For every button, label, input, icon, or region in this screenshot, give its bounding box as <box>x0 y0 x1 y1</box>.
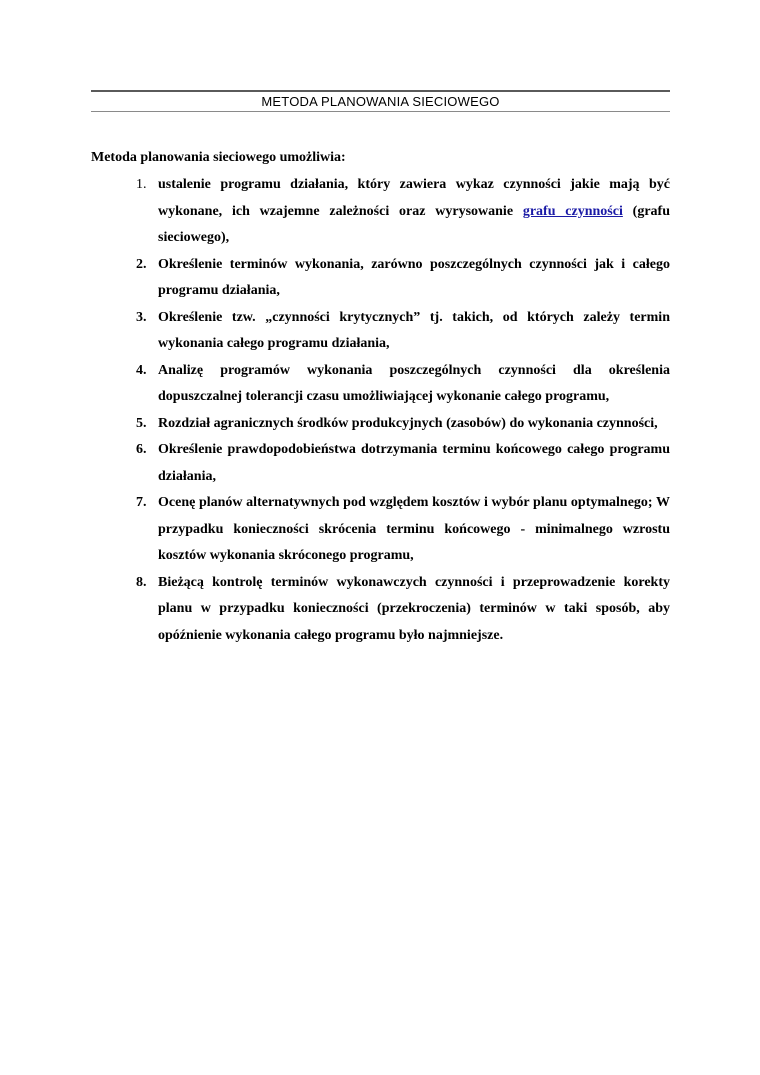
list-item-number: 6. <box>136 442 147 457</box>
list-item-text: Określenie terminów wykonania, zarówno poszczególnych czynności jak i całego programu działania, <box>158 256 670 298</box>
list-item-number: 3. <box>136 309 147 325</box>
list-item-text: Określenie tzw. „czynności krytycznych” tj. takich, od których zależy termin wykonania całego programu działania, <box>158 309 670 351</box>
page-header-title: METODA PLANOWANIA SIECIOWEGO <box>91 90 670 112</box>
list-item-text: Analizę programów wykonania poszczególnych czynności dla określenia dopuszczalnej tolerancji czasu umożliwiającej wykonanie całego programu, <box>158 362 670 404</box>
list-item <box>91 358 670 411</box>
intro-paragraph: Metoda planowania sieciowego umożliwia: <box>91 150 346 165</box>
list-item <box>91 305 670 358</box>
list-item <box>91 411 670 438</box>
list-item-text: Rozdział agranicznych środków produkcyjnych (zasobów) do wykonania czynności, <box>158 415 658 431</box>
grafu-czynnosci-link[interactable]: grafu czynności <box>522 203 623 219</box>
list-item-text: Bieżącą kontrolę terminów wykonawczych czynności i przeprowadzenie korekty planu w przypadku konieczności (przekroczenia) terminów w taki sposób, aby opóźnienie wykonania całego programu było najmniejsze. <box>158 574 670 643</box>
list-item-number: 5. <box>136 415 147 431</box>
list-item-text: Określenie prawdopodobieństwa dotrzymania terminu końcowego całego programu działania, <box>158 442 670 484</box>
list-item <box>91 490 670 570</box>
list-item <box>91 437 670 490</box>
list-item-number: 8. <box>136 574 147 590</box>
list-item-text: Ocenę planów alternatywnych pod względem kosztów i wybór planu optymalnego; W przypadku konieczności skrócenia terminu końcowego - minimalnego wzrostu kosztów wykonania skróconego programu, <box>158 495 670 563</box>
list-item-number: 2. <box>136 256 147 272</box>
list-item-number: 4. <box>136 362 147 378</box>
list-item-number: 1. <box>136 177 147 192</box>
list-item-text: ustalenie programu działania, który zawiera wykaz czynności jakie mają być wykonane, ich wzajemne zależności oraz wyrysowanie <box>158 177 670 219</box>
list-item <box>91 252 670 305</box>
list-item <box>91 570 670 650</box>
list-item-text-continued: (grafu sieciowego), <box>158 203 671 245</box>
list-item <box>91 172 670 252</box>
numbered-list <box>91 172 670 649</box>
list-item-number: 7. <box>136 495 147 510</box>
